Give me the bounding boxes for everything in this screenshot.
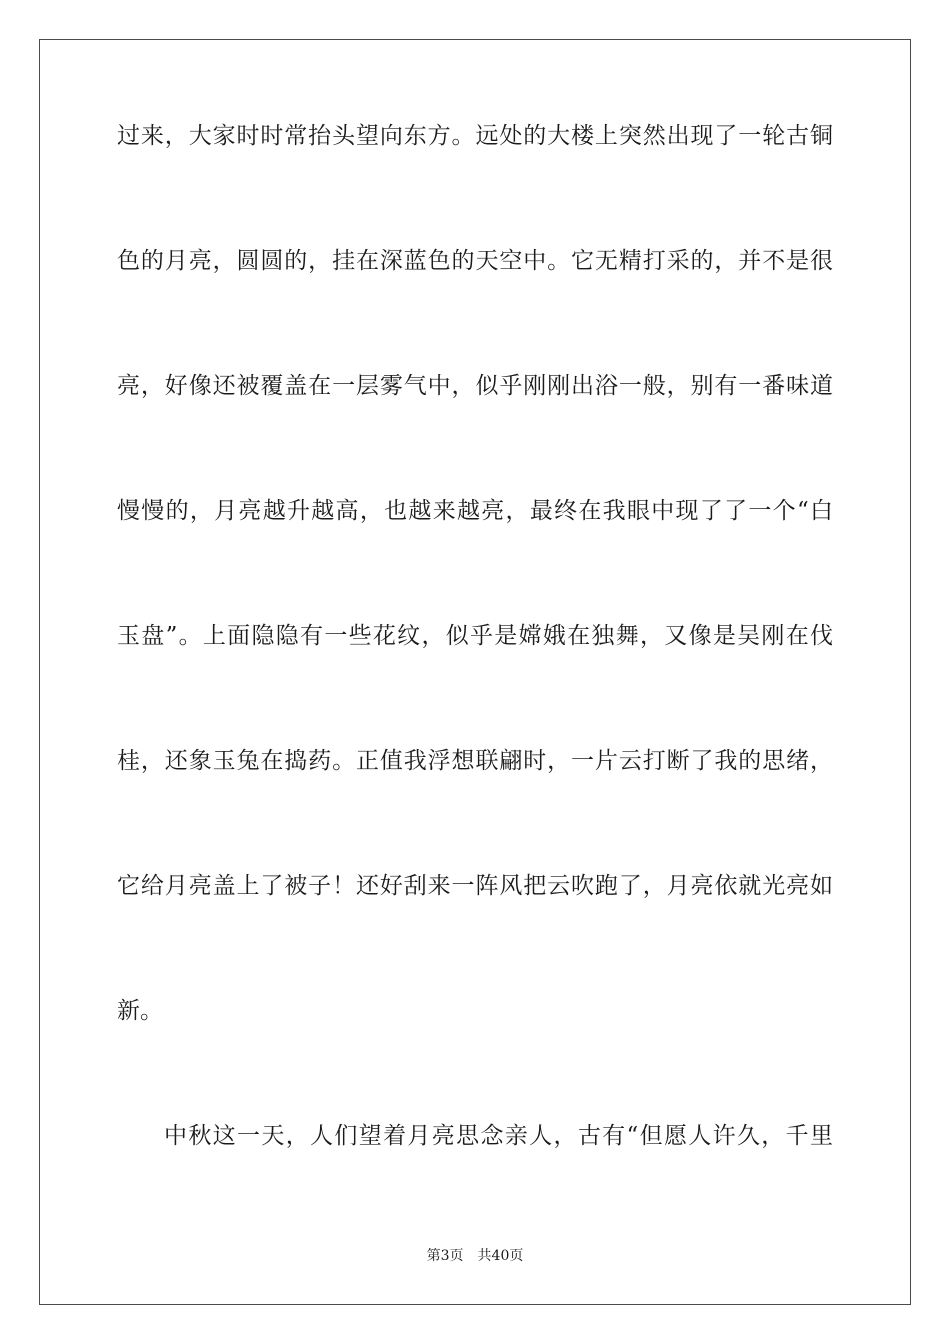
paragraph-line-2: 色的月亮，圆圆的，挂在深蓝色的天空中。它无精打采的，并不是很 xyxy=(117,248,833,274)
paragraph-line-9: 中秋这一天，人们望着月亮思念亲人，古有“但愿人许久，千里 xyxy=(164,1123,833,1149)
document-body xyxy=(117,120,833,1245)
paragraph-line-1: 过来，大家时时常抬头望向东方。远处的大楼上突然出现了一轮古铜 xyxy=(117,123,833,149)
paragraph-line-3: 亮，好像还被覆盖在一层雾气中，似乎刚刚出浴一般，别有一番味道 xyxy=(117,373,833,399)
paragraph-line-6: 桂，还象玉兔在捣药。正值我浮想联翩时，一片云打断了我的思绪， xyxy=(117,748,833,774)
paragraph-line-7: 它给月亮盖上了被子！还好刮来一阵风把云吹跑了，月亮依就光亮如 xyxy=(117,873,833,899)
paragraph-line-4: 慢慢的，月亮越升越高，也越来越亮，最终在我眼中现了了一个“白 xyxy=(117,498,833,524)
paragraph-line-8: 新。 xyxy=(117,998,163,1024)
paragraph-line-5: 玉盘”。上面隐隐有一些花纹，似乎是嫦娥在独舞，又像是吴刚在伐 xyxy=(117,623,833,649)
page-number-footer: 第3页 共40页 xyxy=(426,1248,524,1264)
